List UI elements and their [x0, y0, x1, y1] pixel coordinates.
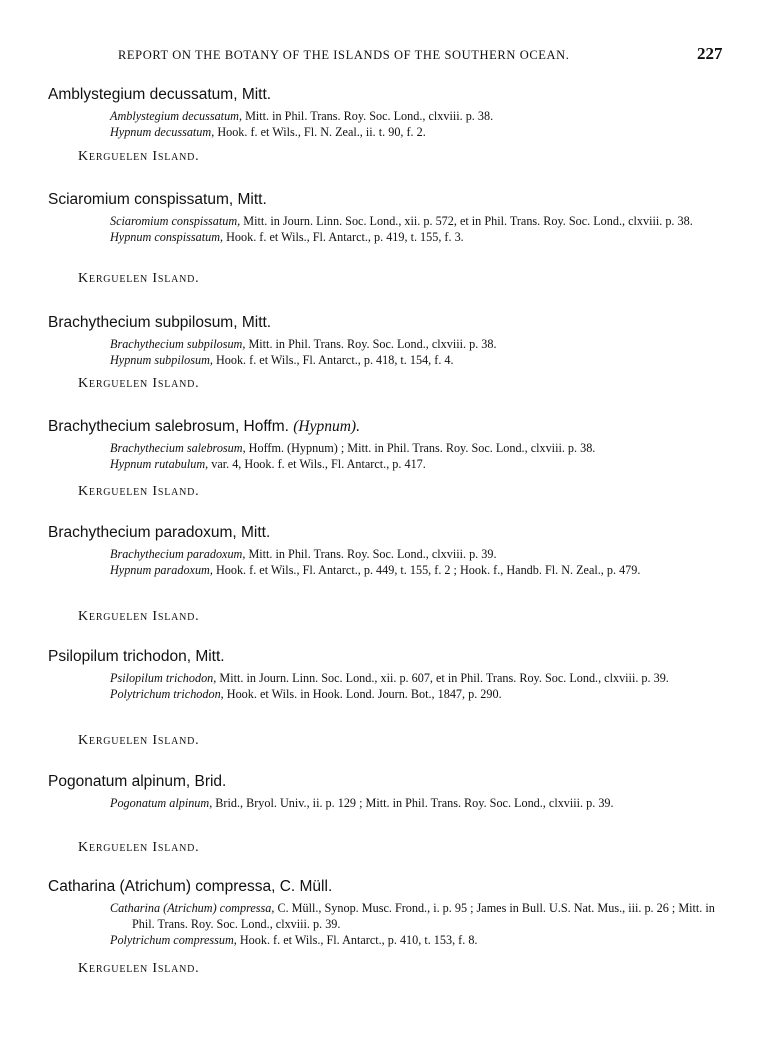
- synonym-citation: Hook. et Wils. in Hook. Lond. Journ. Bot., 1847, p. 290.: [223, 687, 502, 701]
- synonym-citation: Brid., Bryol. Univ., ii. p. 129 ; Mitt. in Phil. Trans. Roy. Soc. Lond., clxviii. p. 39.: [212, 796, 614, 810]
- synonym-list: [110, 108, 728, 140]
- synonym: [110, 229, 728, 245]
- synonym: [110, 108, 728, 124]
- locality: Kerguelen Island.: [78, 149, 200, 164]
- synonym-citation: Hook. f. et Wils., Fl. N. Zeal., ii. t. 90, f. 2.: [214, 125, 426, 139]
- species-name: Brachythecium paradoxum, Mitt.: [48, 524, 271, 541]
- synonym: [110, 336, 728, 352]
- synonym-taxon: Hypnum subpilosum,: [110, 353, 213, 367]
- species-name: Amblystegium decussatum, Mitt.: [48, 86, 272, 103]
- synonym-taxon: Brachythecium subpilosum,: [110, 337, 246, 351]
- synonym-list: [110, 336, 728, 368]
- synonym-taxon: Brachythecium salebrosum,: [110, 441, 246, 455]
- species-name: Brachythecium subpilosum, Mitt.: [48, 314, 272, 331]
- synonym: [110, 213, 728, 229]
- synonym-citation: Hook. f. et Wils., Fl. Antarct., p. 419, t. 155, f. 3.: [223, 230, 464, 244]
- locality: Kerguelen Island.: [78, 961, 200, 976]
- synonym-list: [110, 900, 728, 948]
- synonym-list: [110, 213, 728, 245]
- page-header: [0, 44, 776, 68]
- synonym-taxon: Polytrichum trichodon,: [110, 687, 224, 701]
- synonym: [110, 546, 728, 562]
- species-name: Sciaromium conspissatum, Mitt.: [48, 191, 267, 208]
- synonym-citation: Mitt. in Phil. Trans. Roy. Soc. Lond., clxviii. p. 38.: [245, 337, 497, 351]
- synonym-citation: C. Müll., Synop. Musc. Frond., i. p. 95 ; James in Bull. U.S. Nat. Mus., iii. p. 26 ; Mitt. in Phil. Trans. Roy. Soc. Lond., clxviii. p. 39.: [132, 901, 715, 931]
- synonym: [110, 124, 728, 140]
- synonym-taxon: Pogonatum alpinum,: [110, 796, 213, 810]
- locality: Kerguelen Island.: [78, 840, 200, 855]
- synonym-citation: Hook. f. et Wils., Fl. Antarct., p. 449, t. 155, f. 2 ; Hook. f., Handb. Fl. N. Zeal., p. 479.: [212, 563, 641, 577]
- species-name: Psilopilum trichodon, Mitt.: [48, 648, 225, 665]
- synonym-taxon: Sciaromium conspissatum,: [110, 214, 241, 228]
- synonym: [110, 562, 728, 578]
- synonym-taxon: Hypnum conspissatum,: [110, 230, 224, 244]
- synonym: [110, 900, 728, 932]
- synonym-taxon: Brachythecium paradoxum,: [110, 547, 246, 561]
- synonym-taxon: Hypnum rutabulum,: [110, 457, 209, 471]
- synonym: [110, 352, 728, 368]
- synonym: [110, 456, 728, 472]
- synonym-taxon: Hypnum decussatum,: [110, 125, 215, 139]
- synonym-citation: Hoffm. (Hypnum) ; Mitt. in Phil. Trans. Roy. Soc. Lond., clxviii. p. 38.: [245, 441, 596, 455]
- synonym-citation: Mitt. in Phil. Trans. Roy. Soc. Lond., clxviii. p. 39.: [245, 547, 497, 561]
- species-name: [48, 418, 360, 436]
- synonym-list: [110, 670, 728, 702]
- synonym-citation: Mitt. in Journ. Linn. Soc. Lond., xii. p. 572, et in Phil. Trans. Roy. Soc. Lond., clxviii. p. 38.: [240, 214, 693, 228]
- running-head: REPORT ON THE BOTANY OF THE ISLANDS OF THE SOUTHERN OCEAN.: [118, 48, 570, 62]
- synonym-taxon: Hypnum paradoxum,: [110, 563, 213, 577]
- synonym-list: [110, 440, 728, 472]
- species-name-text: Brachythecium salebrosum, Hoffm.: [48, 418, 289, 435]
- synonym-citation: Mitt. in Phil. Trans. Roy. Soc. Lond., clxviii. p. 38.: [242, 109, 494, 123]
- species-name: Catharina (Atrichum) compressa, C. Müll.: [48, 878, 333, 895]
- synonym-citation: var. 4, Hook. f. et Wils., Fl. Antarct., p. 417.: [208, 457, 426, 471]
- species-name-basionym: (Hypnum).: [293, 418, 360, 435]
- synonym: [110, 795, 728, 811]
- species-name: Pogonatum alpinum, Brid.: [48, 773, 227, 790]
- locality: Kerguelen Island.: [78, 733, 200, 748]
- synonym-list: [110, 546, 728, 578]
- synonym: [110, 670, 728, 686]
- synonym-list: [110, 795, 728, 811]
- synonym: [110, 440, 728, 456]
- synonym-taxon: Polytrichum compressum,: [110, 933, 237, 947]
- locality: Kerguelen Island.: [78, 376, 200, 391]
- synonym-citation: Mitt. in Journ. Linn. Soc. Lond., xii. p. 607, et in Phil. Trans. Roy. Soc. Lond., clxviii. p. 39.: [216, 671, 669, 685]
- synonym-citation: Hook. f. et Wils., Fl. Antarct., p. 418, t. 154, f. 4.: [212, 353, 454, 367]
- page-number: 227: [697, 44, 723, 63]
- synonym-taxon: Catharina (Atrichum) compressa,: [110, 901, 275, 915]
- locality: Kerguelen Island.: [78, 484, 200, 499]
- synonym-taxon: Amblystegium decussatum,: [110, 109, 243, 123]
- synonym-taxon: Psilopilum trichodon,: [110, 671, 217, 685]
- locality: Kerguelen Island.: [78, 609, 200, 624]
- synonym-citation: Hook. f. et Wils., Fl. Antarct., p. 410, t. 153, f. 8.: [236, 933, 478, 947]
- locality: Kerguelen Island.: [78, 271, 200, 286]
- synonym: [110, 932, 728, 948]
- synonym: [110, 686, 728, 702]
